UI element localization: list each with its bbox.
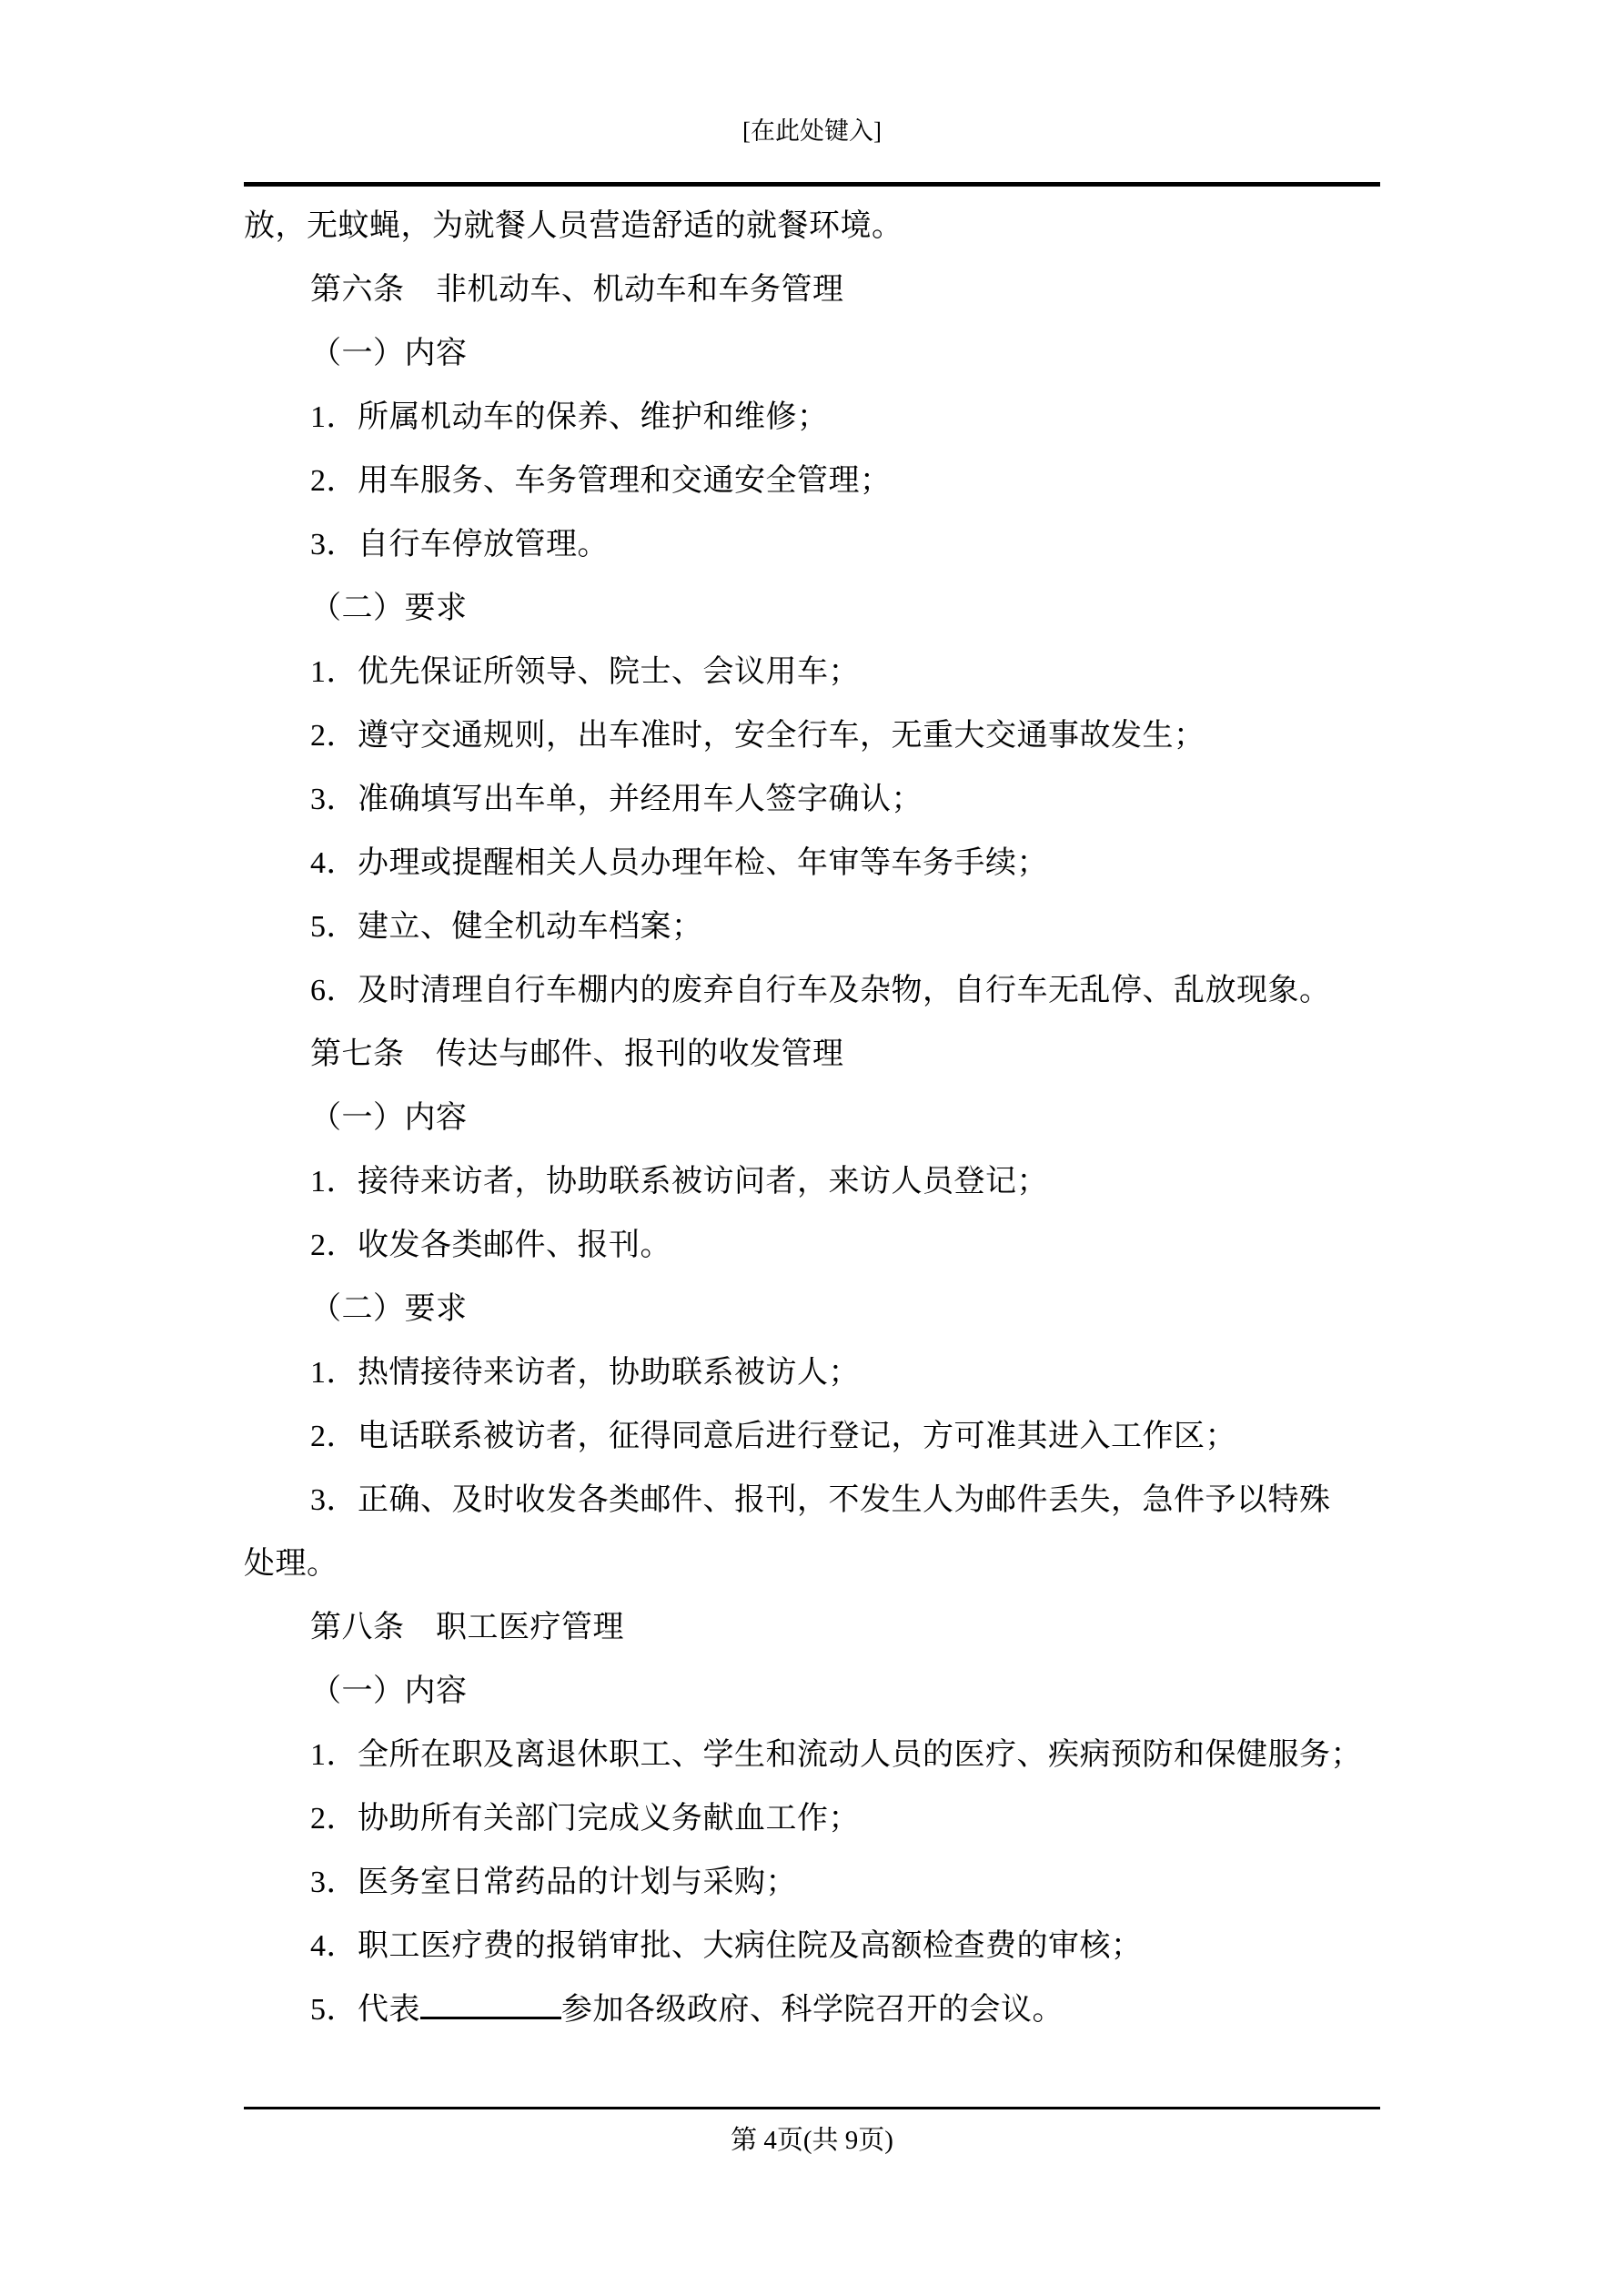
text-line: 第八条 职工医疗管理 [310,1611,624,1644]
text-line: （一）内容 [310,337,468,370]
text-line: （二）要求 [310,1292,468,1326]
page-number: 第 4页(共 9页) [731,2126,893,2155]
text-line: 4．职工医疗费的报销审批、大病住院及高额检查费的审核； [310,1929,1143,1963]
text-line: 1．优先保证所领导、院士、会议用车； [310,655,860,689]
text-line: 第六条 非机动车、机动车和车务管理 [310,273,844,307]
blank-underline [420,2015,561,2019]
document-body [244,195,1380,2042]
text-line: 3．自行车停放管理。 [310,528,609,561]
text-line: （一）内容 [310,1674,468,1708]
header-placeholder-text: [在此处键入] [742,117,882,145]
text-line: 1．接待来访者，协助联系被访问者，来访人员登记； [310,1165,1048,1199]
text-line: 2．协助所有关部门完成义务献血工作； [310,1802,860,1836]
text-line: 1．热情接待来访者，协助联系被访人； [310,1356,860,1390]
text-line: 3．医务室日常药品的计划与采购； [310,1866,797,1899]
text-line: 处理。 [244,1547,338,1581]
text-line: 3．准确填写出车单，并经用车人签字确认； [310,783,923,816]
text-line: 2．遵守交通规则，出车准时，安全行车，无重大交通事故发生； [310,719,1205,753]
header-divider-rule [244,182,1380,187]
footer-divider-rule [244,2107,1380,2109]
text-line: （二）要求 [310,592,468,625]
text-line: 放，无蚊蝇，为就餐人员营造舒适的就餐环境。 [244,209,903,243]
text-line: 6．及时清理自行车棚内的废弃自行车及杂物，自行车无乱停、乱放现象。 [310,974,1331,1007]
text-line: 1．全所在职及离退休职工、学生和流动人员的医疗、疾病预防和保健服务； [310,1738,1362,1772]
text-line: 5．代表 参加各级政府、科学院召开的会议。 [310,1993,1064,2027]
text-line: 第七条 传达与邮件、报刊的收发管理 [310,1037,844,1071]
text-line: 2．收发各类邮件、报刊。 [310,1229,671,1262]
text-line: 1．所属机动车的保养、维护和维修； [310,400,829,434]
text-line: （一）内容 [310,1101,468,1135]
text-line: 5．建立、健全机动车档案； [310,910,703,944]
text-line: 2．电话联系被访者，征得同意后进行登记，方可准其进入工作区； [310,1420,1236,1453]
text-line: 3．正确、及时收发各类邮件、报刊，不发生人为邮件丢失，急件予以特殊 [310,1483,1331,1517]
text-line: 2．用车服务、车务管理和交通安全管理； [310,464,892,498]
text-line: 4．办理或提醒相关人员办理年检、年审等车务手续； [310,846,1048,880]
